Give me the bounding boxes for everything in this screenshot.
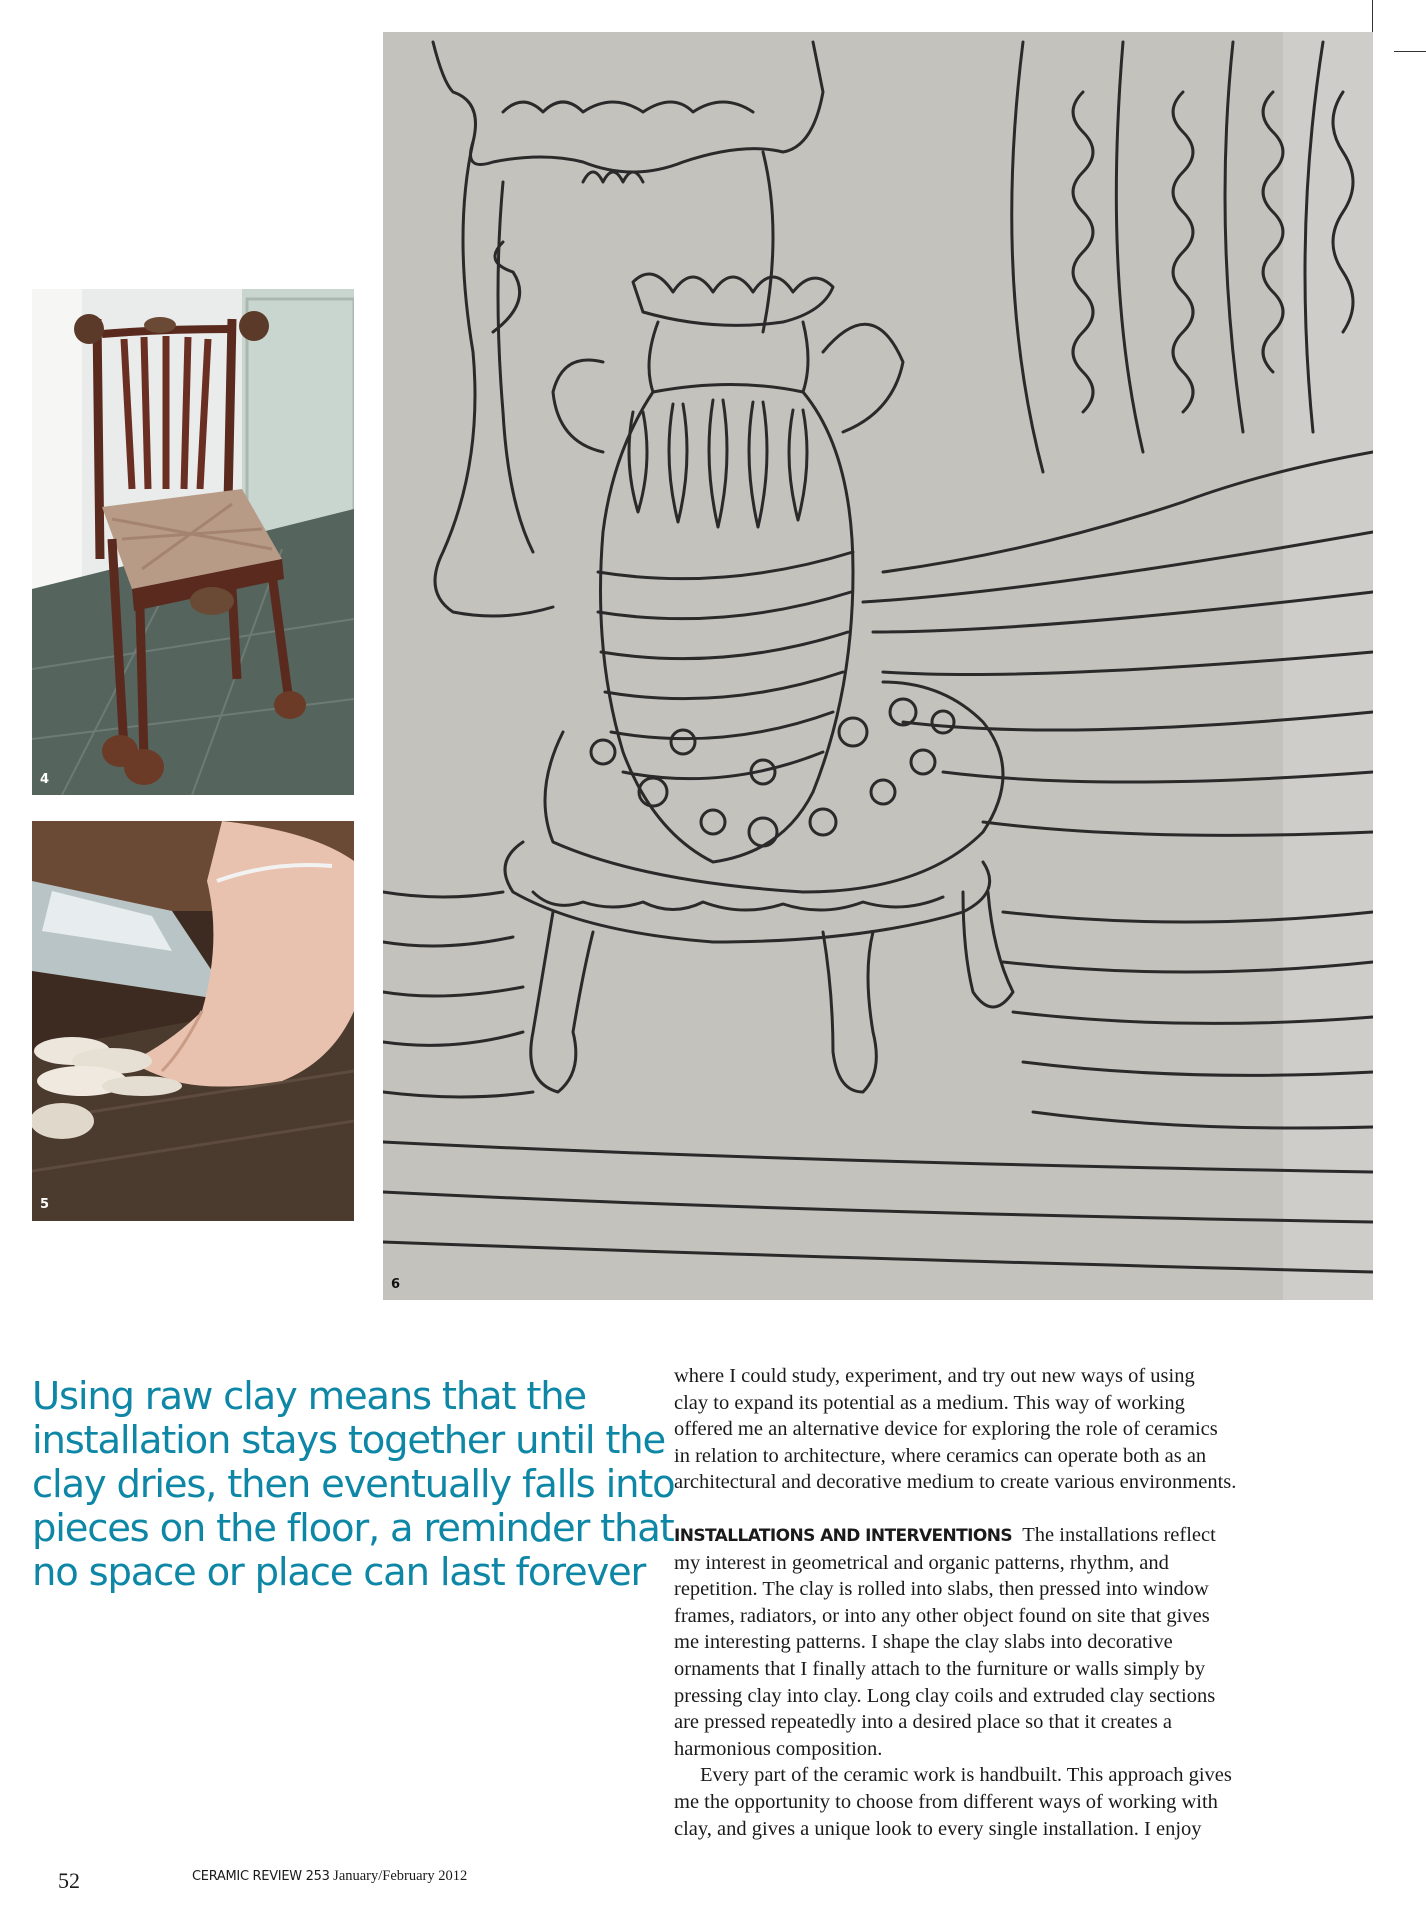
body-line: ornaments that I finally attach to the furniture or walls simply by [674,1657,1206,1680]
body-line: The installations reflect [1022,1523,1216,1546]
figure-4-chair-photo [32,289,354,795]
pull-quote-line: no space or place can last forever [32,1550,646,1595]
magazine-name: CERAMIC REVIEW 253 [192,1869,330,1884]
body-line: pressing clay into clay. Long clay coils and extruded clay sections [674,1684,1216,1707]
pull-quote [32,1374,675,1595]
page-number: 52 [58,1868,80,1893]
body-line: me interesting patterns. I shape the clay slabs into decorative [674,1631,1173,1654]
figure-6-number: 6 [391,1277,401,1292]
issue-date: January/February 2012 [333,1868,468,1884]
running-footer [192,1868,467,1885]
body-line: offered me an alternative device for exploring the role of ceramics [674,1418,1218,1441]
pull-quote-line: pieces on the floor, a reminder that [32,1506,674,1551]
body-line: me the opportunity to choose from different ways of working with [674,1790,1218,1813]
body-line: my interest in geometrical and organic patterns, rhythm, and [674,1551,1169,1574]
pull-quote-line: Using raw clay means that the [32,1374,586,1419]
section-heading: INSTALLATIONS AND INTERVENTIONS [674,1525,1013,1546]
body-line: clay, and gives a unique look to every single installation. I enjoy [674,1817,1202,1840]
figure-5-number: 5 [40,1197,50,1212]
article-body [674,1363,1314,1842]
body-line: clay to expand its potential as a medium. This way of working [674,1391,1185,1414]
figure-6-drawing-photo [383,32,1373,1300]
body-line: where I could study, experiment, and try out new ways of using [674,1365,1195,1387]
pull-quote-line: installation stays together until the [32,1418,665,1463]
body-line: frames, radiators, or into any other object found on site that gives [674,1604,1210,1627]
pull-quote-line: clay dries, then eventually falls into [32,1462,675,1507]
body-line: Every part of the ceramic work is handbuilt. This approach gives [700,1764,1232,1787]
body-line: harmonious composition. [674,1737,883,1760]
body-line: architectural and decorative medium to create various environments. [674,1471,1237,1494]
figure-5-hands-photo [32,821,354,1221]
crop-mark-vertical [1372,0,1373,32]
figure-4-number: 4 [40,772,50,787]
section-first-line [674,1522,1314,1550]
body-line: are pressed repeatedly into a desired place so that it creates a [674,1711,1173,1734]
crop-mark-horizontal [1394,51,1426,52]
body-line: repetition. The clay is rolled into slabs, then pressed into window [674,1578,1209,1601]
body-line: in relation to architecture, where ceramics can operate both as an [674,1444,1207,1467]
